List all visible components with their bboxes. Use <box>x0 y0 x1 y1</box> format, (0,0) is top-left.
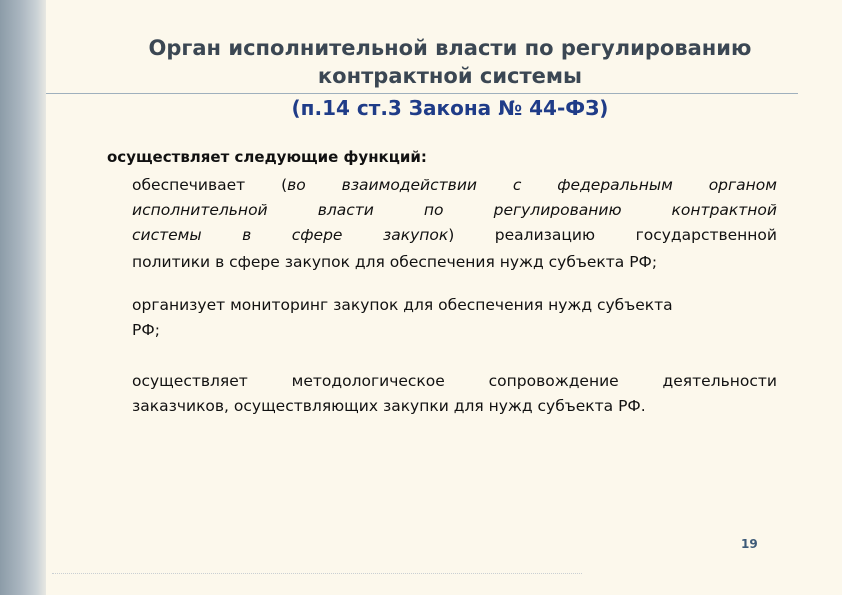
slide-body <box>107 148 777 419</box>
function-item-1 <box>107 173 777 275</box>
function-item-1-line-1 <box>132 173 777 198</box>
text-plain: ) реализацию государственной <box>448 226 777 244</box>
footer-divider <box>52 573 582 574</box>
function-item-1-text <box>132 173 777 275</box>
function-item-2-line-2: РФ; <box>132 321 160 339</box>
function-item-1-line-2 <box>132 198 777 223</box>
text-plain: обеспечивает ( <box>132 176 288 194</box>
functions-intro: осуществляет следующие функций: <box>107 148 427 166</box>
text-italic: системы в сфере закупок <box>132 226 449 244</box>
left-decorative-bar <box>0 0 46 595</box>
text-italic: исполнительной власти по регулированию контрактной <box>132 201 777 219</box>
function-item-3-text <box>132 369 777 419</box>
page-number: 19 <box>741 537 758 551</box>
slide-subtitle: (п.14 ст.3 Закона № 44-ФЗ) <box>291 96 609 120</box>
function-item-1-line-3 <box>132 223 777 248</box>
title-divider <box>46 93 798 94</box>
slide-title-line-2: контрактной системы <box>317 64 583 88</box>
text-italic: во взаимодействии с федеральным органом <box>287 176 777 194</box>
slide-title-line-1: Орган исполнительной власти по регулированию <box>148 36 752 60</box>
function-item-2-text <box>132 293 777 343</box>
function-item-3-line-2: заказчиков, осуществляющих закупки для нужд субъекта РФ. <box>132 397 646 415</box>
function-item-2-line-1: организует мониторинг закупок для обеспечения нужд субъекта <box>132 296 673 314</box>
function-item-3 <box>107 369 777 419</box>
function-item-3-line-1: осуществляет методологическое сопровождение деятельности <box>132 372 777 390</box>
function-item-2 <box>107 293 777 343</box>
function-item-1-line-4: политики в сфере закупок для обеспечения нужд субъекта РФ; <box>132 253 658 271</box>
